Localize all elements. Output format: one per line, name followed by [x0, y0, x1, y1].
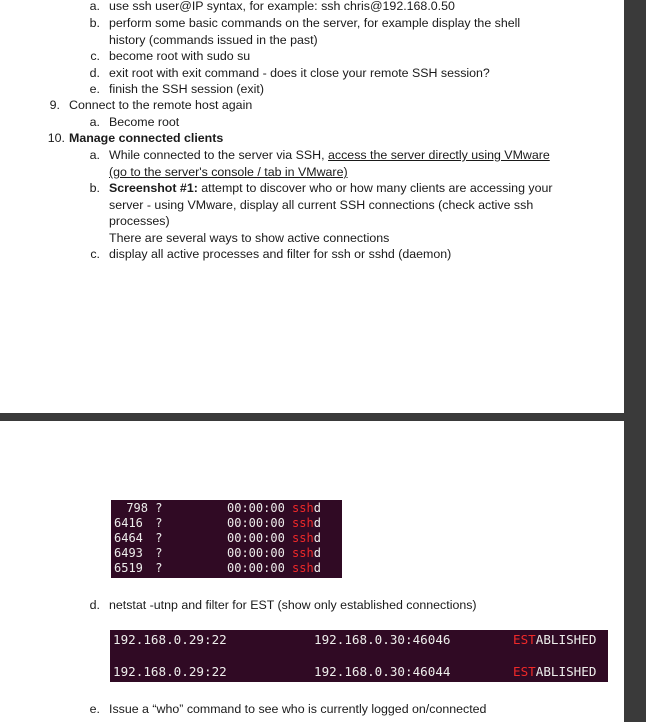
list-item-continuation: processes)	[109, 214, 170, 228]
list-item-text-plain: While connected to the server via SSH,	[109, 148, 329, 162]
process-name-highlight: ssh	[292, 531, 314, 545]
process-name-rest: d	[313, 516, 321, 530]
process-time: 00:00:00	[227, 546, 285, 560]
terminal-process-screenshot	[111, 500, 342, 578]
step-title: Manage connected clients	[69, 131, 224, 145]
process-name-highlight: ssh	[292, 561, 314, 575]
process-row-right	[227, 531, 321, 546]
list-item-continuation: history (commands issued in the past)	[109, 33, 318, 47]
process-pid: 6464	[114, 531, 143, 545]
process-row	[114, 546, 162, 561]
process-pid: 6493	[114, 546, 143, 560]
process-row-right	[227, 546, 321, 561]
list-item-text: use ssh user@IP syntax, for example: ssh chris@192.168.0.50	[109, 0, 455, 13]
list-item-text: exit root with exit command - does it close your remote SSH session?	[109, 66, 490, 80]
list-marker: d.	[89, 66, 100, 80]
list-marker: e.	[89, 702, 100, 716]
page-separator	[0, 413, 624, 421]
connection-state-highlight: EST	[513, 664, 536, 679]
list-item-underlined-continuation: (go to the server's console / tab in VMware)	[109, 165, 348, 179]
process-row	[114, 501, 162, 516]
process-tty: ?	[155, 546, 163, 560]
process-tty: ?	[155, 561, 163, 575]
connection-state-highlight: EST	[513, 632, 536, 647]
step-number: 10.	[47, 131, 65, 145]
terminal-netstat-screenshot	[110, 630, 608, 682]
process-row-right	[227, 561, 321, 576]
list-item-text-plain: attempt to discover who or how many clients are accessing your	[197, 181, 553, 195]
list-item-text	[109, 180, 553, 196]
process-pid: 6416	[114, 516, 143, 530]
list-item-text: display all active processes and filter for ssh or sshd (daemon)	[109, 247, 452, 261]
process-row	[114, 531, 162, 546]
step-number: 9.	[49, 98, 60, 112]
step-text: Connect to the remote host again	[69, 98, 253, 112]
connection-remote: 192.168.0.30:46044	[314, 664, 451, 679]
list-item-text: perform some basic commands on the server, for example display the shell	[109, 16, 521, 30]
list-marker: b.	[89, 16, 100, 30]
screenshot-label: Screenshot #1:	[109, 181, 198, 195]
connection-state	[513, 632, 596, 648]
connection-state	[513, 664, 596, 680]
list-item-text: become root with sudo su	[109, 49, 251, 63]
process-row	[114, 561, 162, 576]
list-marker: a.	[89, 148, 100, 162]
connection-local: 192.168.0.29:22	[113, 664, 227, 679]
connection-state-rest: ABLISHED	[535, 632, 597, 647]
process-tty: ?	[155, 516, 163, 530]
list-marker: c.	[90, 49, 100, 63]
process-name-rest: d	[313, 546, 321, 560]
connection-remote: 192.168.0.30:46046	[314, 632, 451, 647]
list-marker: a.	[89, 0, 100, 13]
list-marker: a.	[89, 115, 100, 129]
process-name-rest: d	[313, 561, 321, 575]
process-row-right	[227, 501, 321, 516]
process-name-highlight: ssh	[292, 546, 314, 560]
scrollbar-track[interactable]	[624, 0, 646, 722]
list-marker: e.	[89, 82, 100, 96]
list-item-underlined-text: access the server directly using VMware	[328, 148, 550, 162]
list-item-text: finish the SSH session (exit)	[109, 82, 264, 96]
process-time: 00:00:00	[227, 561, 285, 575]
list-marker: c.	[90, 247, 100, 261]
connection-state-rest: ABLISHED	[535, 664, 597, 679]
process-row	[114, 516, 162, 531]
list-item-text: Issue a “who” command to see who is currently logged on/connected	[109, 702, 487, 716]
list-item-text	[109, 147, 550, 163]
list-item-continuation: server - using VMware, display all current SSH connections (check active ssh	[109, 198, 534, 212]
process-time: 00:00:00	[227, 516, 285, 530]
process-name-highlight: ssh	[292, 516, 314, 530]
process-name-rest: d	[313, 531, 321, 545]
connection-local: 192.168.0.29:22	[113, 632, 227, 647]
process-pid: 798	[126, 501, 148, 515]
list-item-text: netstat -utnp and filter for EST (show only established connections)	[109, 598, 477, 612]
process-name-rest: d	[313, 501, 321, 515]
process-row-right	[227, 516, 321, 531]
process-time: 00:00:00	[227, 531, 285, 545]
list-marker: d.	[89, 598, 100, 612]
process-pid: 6519	[114, 561, 143, 575]
list-item-text: Become root	[109, 115, 180, 129]
process-time: 00:00:00	[227, 501, 285, 515]
process-name-highlight: ssh	[292, 501, 314, 515]
process-tty: ?	[155, 501, 163, 515]
document-page-bottom	[0, 421, 624, 722]
list-marker: b.	[89, 181, 100, 195]
list-item-continuation: There are several ways to show active connections	[109, 231, 390, 245]
process-tty: ?	[155, 531, 163, 545]
